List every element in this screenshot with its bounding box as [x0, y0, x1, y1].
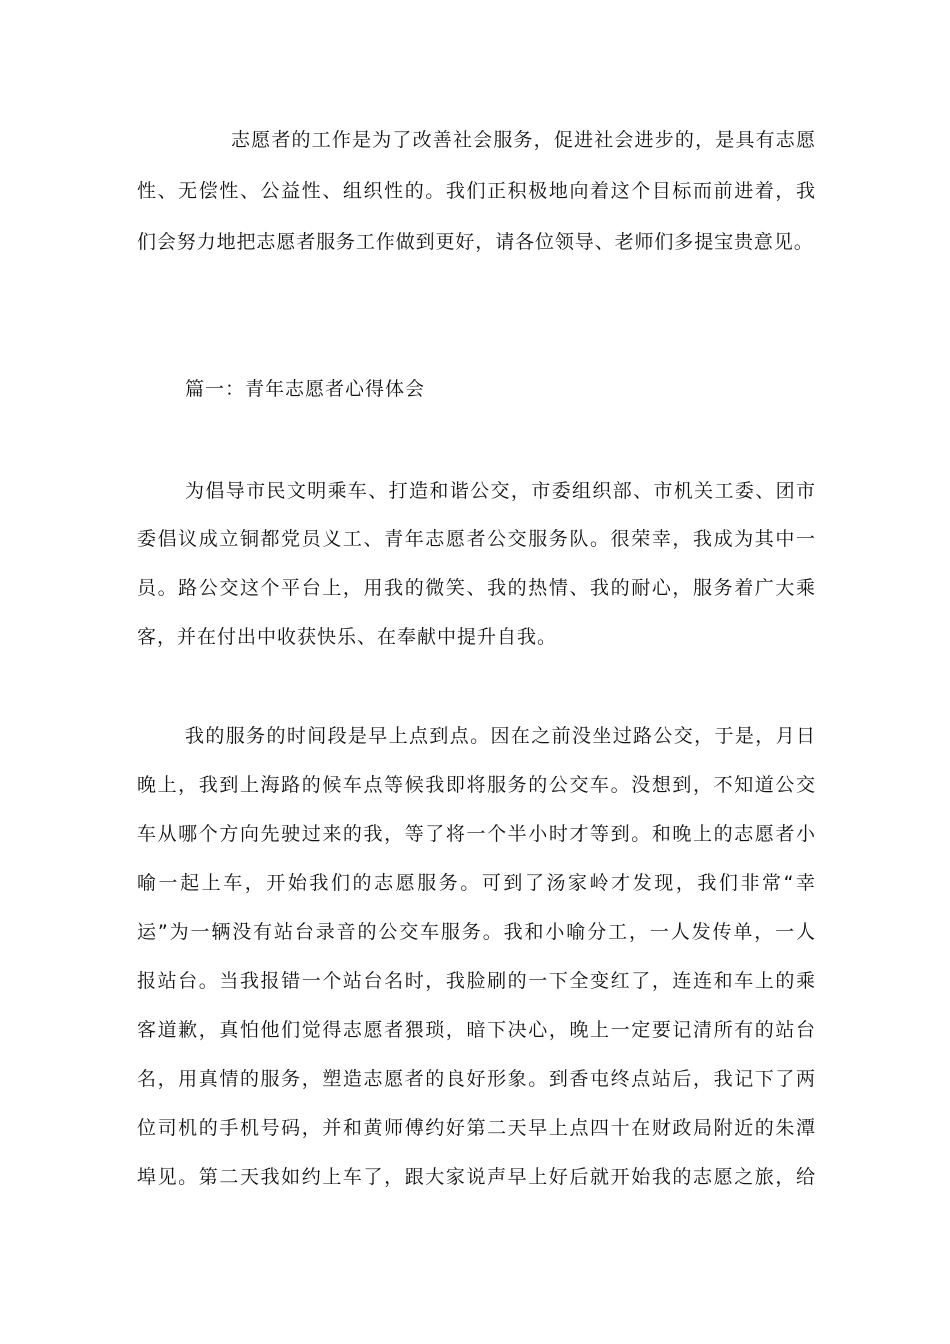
para2-line-7: 客道歉，真怕他们觉得志愿者猥琐，暗下决心，晚上一定要记清所有的站台 — [137, 1019, 816, 1041]
intro-line-1: 志愿者的工作是为了改善社会服务，促进社会进步的，是具有志愿 — [231, 129, 816, 151]
para2-line-8: 名，用真情的服务，塑造志愿者的良好形象。到香屯终点站后，我记下了两 — [137, 1068, 816, 1090]
section-title: 篇一：青年志愿者心得体会 — [185, 378, 426, 400]
para1-line-2: 委倡议成立铜都党员义工、青年志愿者公交服务队。很荣幸，我成为其中一 — [137, 528, 816, 550]
para2-line-1: 我的服务的时间段是早上点到点。因在之前没坐过路公交，于是，月日 — [185, 725, 816, 747]
para2-line-9: 位司机的手机号码，并和黄师傅约好第二天早上点四十在财政局附近的朱潭 — [137, 1117, 816, 1139]
para1-line-1: 为倡导市民文明乘车、打造和谐公交，市委组织部、市机关工委、团市 — [185, 480, 816, 502]
para2-line-5: 运”为一辆没有站台录音的公交车服务。我和小喻分工，一人发传单，一人 — [137, 921, 816, 943]
intro-line-2: 性、无偿性、公益性、组织性的。我们正积极地向着这个目标而前进着，我 — [137, 180, 816, 202]
para2-line-6: 报站台。当我报错一个站台名时，我脸刷的一下全变红了，连连和车上的乘 — [137, 970, 816, 992]
para2-line-3: 车从哪个方向先驶过来的我，等了将一个半小时才等到。和晚上的志愿者小 — [137, 823, 816, 845]
para1-line-4: 客，并在付出中收获快乐、在奉献中提升自我。 — [137, 626, 558, 648]
para1-line-3: 员。路公交这个平台上，用我的微笑、我的热情、我的耐心，服务着广大乘 — [137, 577, 816, 599]
para2-line-2: 晚上，我到上海路的候车点等候我即将服务的公交车。没想到，不知道公交 — [137, 774, 816, 796]
para2-line-10: 埠见。第二天我如约上车了，跟大家说声早上好后就开始我的志愿之旅，给 — [137, 1166, 816, 1188]
intro-line-3: 们会努力地把志愿者服务工作做到更好，请各位领导、老师们多提宝贵意见。 — [137, 231, 814, 253]
para2-line-4: 喻一起上车，开始我们的志愿服务。可到了汤家岭才发现，我们非常“幸 — [137, 872, 816, 894]
